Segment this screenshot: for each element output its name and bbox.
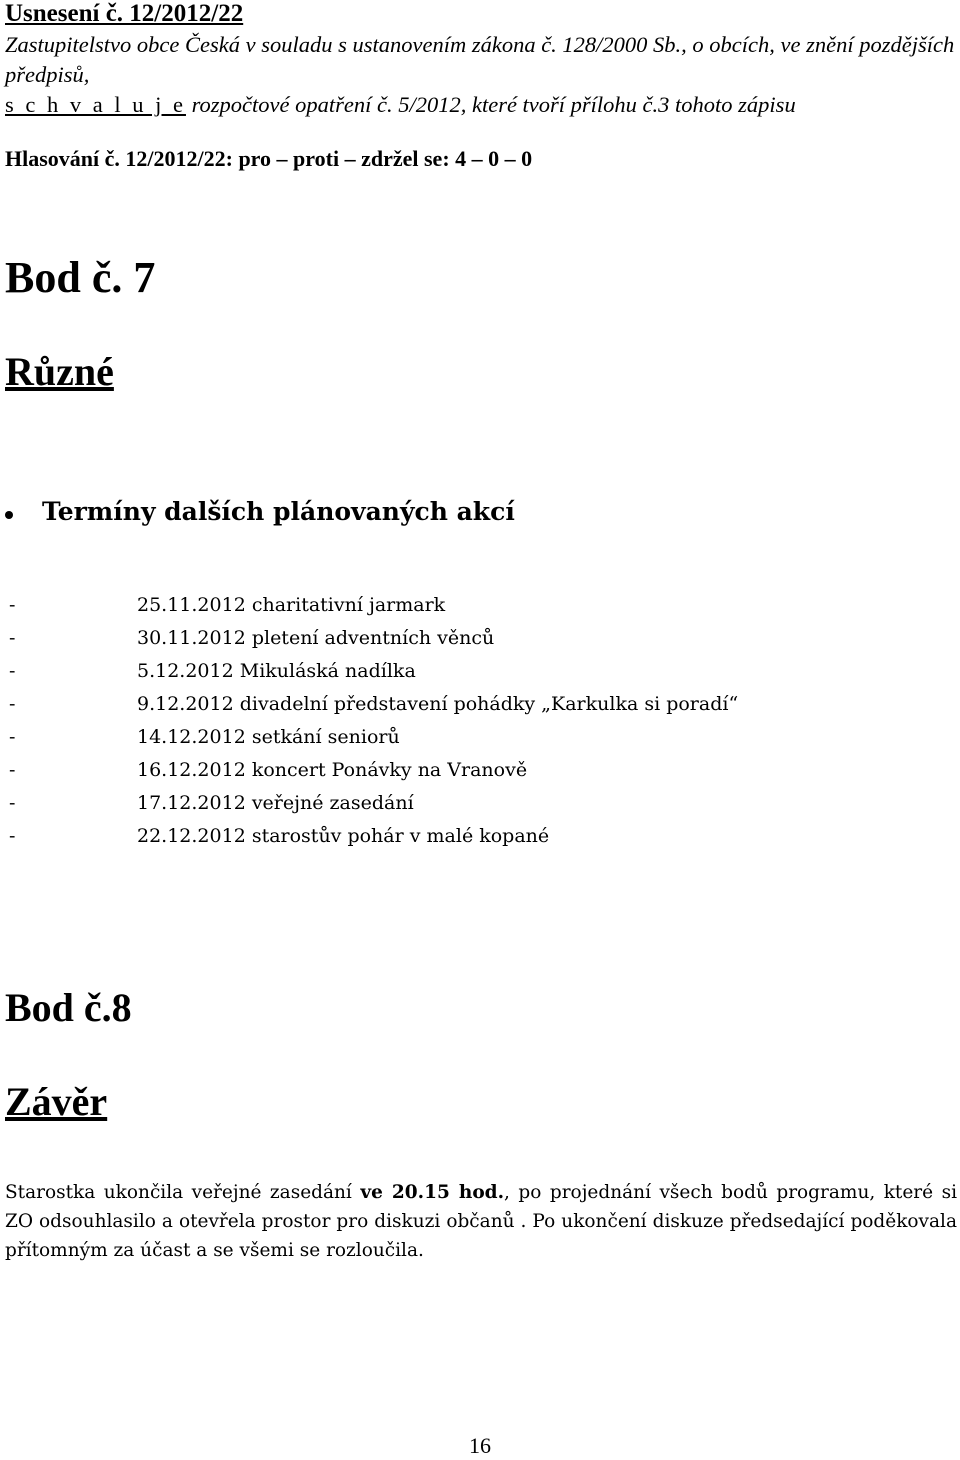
- closing-start: Starostka ukončila veřejné zasedání: [5, 1182, 361, 1203]
- resolution-text: [5, 30, 960, 120]
- dash-marker: -: [9, 594, 16, 616]
- bullet-icon: [5, 511, 13, 519]
- event-text: 22.12.2012 starostův pohár v malé kopané: [137, 825, 550, 847]
- dash-marker: -: [9, 660, 16, 682]
- vote-result: Hlasování č. 12/2012/22: pro – proti – zdržel se: 4 – 0 – 0: [5, 146, 533, 171]
- dash-marker: -: [9, 792, 16, 814]
- page-number: 16: [469, 1433, 491, 1458]
- dash-marker: -: [9, 693, 16, 715]
- dash-marker: -: [9, 825, 16, 847]
- event-text: 17.12.2012 veřejné zasedání: [137, 792, 414, 814]
- event-text: 30.11.2012 pletení adventních věnců: [137, 627, 495, 649]
- event-text: 25.11.2012 charitativní jarmark: [137, 594, 446, 616]
- dash-marker: -: [9, 627, 16, 649]
- resolution-title: Usnesení č. 12/2012/22: [5, 0, 244, 27]
- section-8-heading: Bod č.8: [5, 985, 132, 1030]
- bullet-text: Termíny dalších plánovaných akcí: [42, 497, 515, 526]
- closing-end: , po projednání všech bodů programu, které si ZO odsouhlasilo a otevřela prostor pro diskuzi občanů . Po ukončení diskuze předsedající poděkovala přítomným za účast a se všemi se rozloučila.: [5, 1182, 957, 1261]
- dash-marker: -: [9, 726, 16, 748]
- section-8-title: Závěr: [5, 1079, 108, 1124]
- section-7-title: Různé: [5, 349, 114, 394]
- section-7-heading: Bod č. 7: [5, 253, 156, 302]
- event-text: 14.12.2012 setkání seniorů: [137, 726, 400, 748]
- event-text: 9.12.2012 divadelní představení pohádky „Karkulka si poradí“: [137, 693, 739, 715]
- event-text: 5.12.2012 Mikuláská nadílka: [137, 660, 416, 682]
- approve-word: s c h v a l u j e: [5, 92, 186, 117]
- approve-rest: rozpočtové opatření č. 5/2012, které tvoří přílohu č.3 tohoto zápisu: [185, 92, 796, 117]
- dash-marker: -: [9, 759, 16, 781]
- resolution-intro: Zastupitelstvo obce Česká v souladu s ustanovením zákona č. 128/2000 Sb., o obcích, ve znění pozdějších předpisů,: [5, 32, 955, 87]
- closing-paragraph: [5, 1178, 957, 1265]
- event-text: 16.12.2012 koncert Ponávky na Vranově: [137, 759, 528, 781]
- closing-time: ve 20.15 hod.: [360, 1182, 505, 1203]
